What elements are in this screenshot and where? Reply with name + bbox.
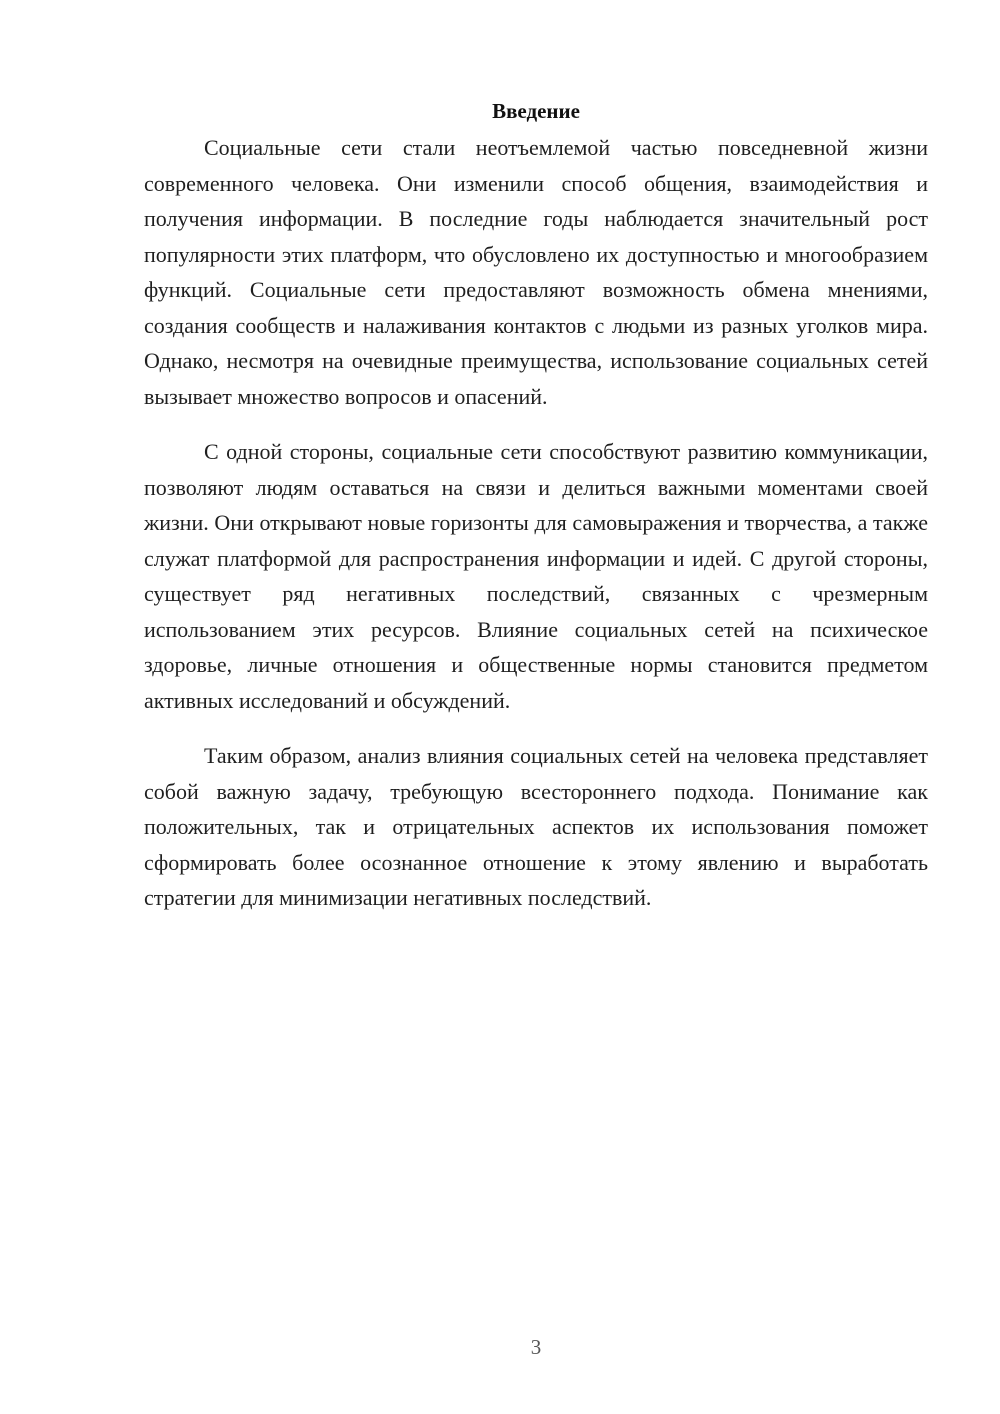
paragraph-3: Таким образом, анализ влияния социальных сетей на человека представляет собой важную задачу, требующую всестороннего подхода. Понимание как положительных, так и отрицательных аспектов их использования поможет сформировать более осознанное отношение к этому явлению и выработать стратегии для минимизации негативных последствий. bbox=[144, 743, 928, 910]
page-number: 3 bbox=[530, 1335, 542, 1359]
section-heading: Введение bbox=[492, 99, 580, 123]
paragraph-1: Социальные сети стали неотъемлемой частью повседневной жизни современного человека. Они изменили способ общения, взаимодействия и получения информации. В последние годы наблюдается значительный рост популярности этих платформ, что обусловлено их доступностью и многообразием функций. Социальные сети предоставляют возможность обмена мнениями, создания сообществ и налаживания контактов с людьми из разных уголков мира. Однако, несмотря на очевидные преимущества, использование социальных сетей вызывает множество вопросов и опасений. bbox=[144, 135, 928, 409]
page-content bbox=[144, 96, 928, 936]
paragraph-2: С одной стороны, социальные сети способствуют развитию коммуникации, позволяют людям оставаться на связи и делиться важными моментами своей жизни. Они открывают новые горизонты для самовыражения и творчества, а также служат платформой для распространения информации и идей. С другой стороны, существует ряд негативных последствий, связанных с чрезмерным использованием этих ресурсов. Влияние социальных сетей на психическое здоровье, личные отношения и общественные нормы становится предметом активных исследований и обсуждений. bbox=[144, 439, 928, 713]
